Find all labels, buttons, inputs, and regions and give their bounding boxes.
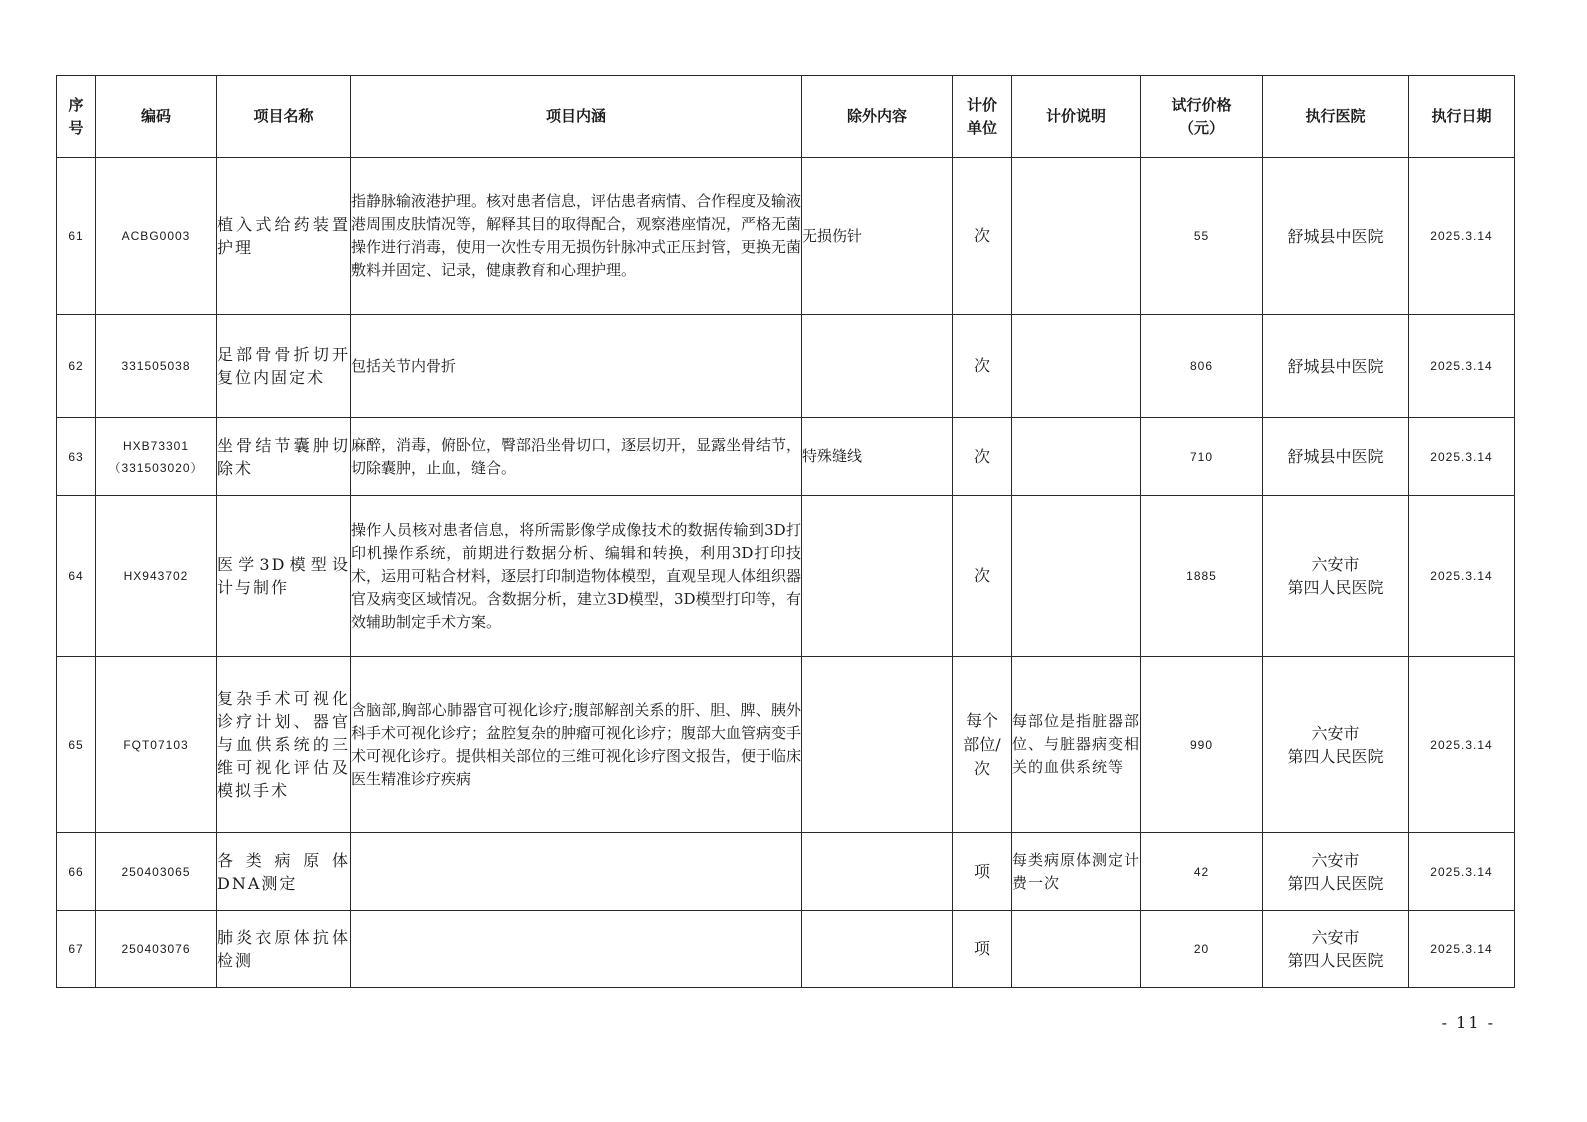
cell-content: 含脑部,胸部心肺器官可视化诊疗;腹部解剖关系的肝、胆、脾、胰外科手术可视化诊疗；盆腔复杂的肿瘤可视化诊疗；腹部大血管病变手术可视化诊疗。提供相关部位的三维可视化诊疗图文报告，便于临床医生精准诊疗疾病: [351, 657, 802, 833]
fee-table: [56, 75, 1515, 988]
cell-name: 肺炎衣原体抗体检测: [217, 911, 351, 988]
table-row: [57, 833, 1515, 911]
cell-hospital: 六安市 第四人民医院: [1263, 657, 1409, 833]
cell-content: 包括关节内骨折: [351, 315, 802, 418]
cell-date: 2025.3.14: [1409, 911, 1515, 988]
cell-date: 2025.3.14: [1409, 833, 1515, 911]
cell-excluded: 无损伤针: [802, 158, 953, 315]
cell-note: [1012, 315, 1141, 418]
cell-code: HX943702: [96, 496, 217, 657]
cell-hospital: 六安市 第四人民医院: [1263, 833, 1409, 911]
cell-hospital: 舒城县中医院: [1263, 418, 1409, 496]
cell-name: 各类病原体DNA测定: [217, 833, 351, 911]
table-row: [57, 911, 1515, 988]
header-excluded: 除外内容: [802, 76, 953, 158]
cell-excluded: [802, 657, 953, 833]
cell-seq: 63: [57, 418, 96, 496]
cell-date: 2025.3.14: [1409, 657, 1515, 833]
cell-excluded: [802, 315, 953, 418]
cell-content: 操作人员核对患者信息，将所需影像学成像技术的数据传输到3D打印机操作系统，前期进行数据分析、编辑和转换，利用3D打印技术，运用可粘合材料，逐层打印制造物体模型，直观呈现人体组织器官及病变区域情况。含数据分析，建立3D模型，3D模型打印等，有效辅助制定手术方案。: [351, 496, 802, 657]
header-name: 项目名称: [217, 76, 351, 158]
cell-content: [351, 833, 802, 911]
cell-seq: 65: [57, 657, 96, 833]
cell-unit: 项: [953, 833, 1012, 911]
cell-name: 复杂手术可视化诊疗计划、器官与血供系统的三维可视化评估及模拟手术: [217, 657, 351, 833]
table-row: [57, 418, 1515, 496]
cell-note: [1012, 496, 1141, 657]
cell-note: [1012, 158, 1141, 315]
header-hospital: 执行医院: [1263, 76, 1409, 158]
cell-unit: 每个 部位/ 次: [953, 657, 1012, 833]
header-date: 执行日期: [1409, 76, 1515, 158]
cell-name: 植入式给药装置护理: [217, 158, 351, 315]
cell-price: 42: [1141, 833, 1263, 911]
cell-content: 指静脉输液港护理。核对患者信息，评估患者病情、合作程度及输液港周围皮肤情况等，解释其目的取得配合，观察港座情况，严格无菌操作进行消毒，使用一次性专用无损伤针脉冲式正压封管，更换无菌敷料并固定、记录，健康教育和心理护理。: [351, 158, 802, 315]
header-seq: 序 号: [57, 76, 96, 158]
cell-unit: 次: [953, 418, 1012, 496]
cell-note: 每部位是指脏器部位、与脏器病变相关的血供系统等: [1012, 657, 1141, 833]
cell-name: 坐骨结节囊肿切除术: [217, 418, 351, 496]
header-price: 试行价格 （元）: [1141, 76, 1263, 158]
table-row: [57, 496, 1515, 657]
cell-code: HXB73301 （331503020）: [96, 418, 217, 496]
cell-hospital: 六安市 第四人民医院: [1263, 911, 1409, 988]
cell-seq: 67: [57, 911, 96, 988]
cell-hospital: 舒城县中医院: [1263, 158, 1409, 315]
cell-hospital: 舒城县中医院: [1263, 315, 1409, 418]
cell-unit: 项: [953, 911, 1012, 988]
table-row: [57, 315, 1515, 418]
cell-excluded: [802, 833, 953, 911]
cell-price: 990: [1141, 657, 1263, 833]
header-unit: 计价 单位: [953, 76, 1012, 158]
cell-seq: 62: [57, 315, 96, 418]
page-number: - 11 -: [1441, 1013, 1495, 1032]
cell-price: 1885: [1141, 496, 1263, 657]
cell-content: 麻醉，消毒，俯卧位，臀部沿坐骨切口，逐层切开，显露坐骨结节，切除囊肿，止血，缝合。: [351, 418, 802, 496]
cell-note: 每类病原体测定计费一次: [1012, 833, 1141, 911]
cell-code: 250403065: [96, 833, 217, 911]
cell-code: 250403076: [96, 911, 217, 988]
cell-excluded: 特殊缝线: [802, 418, 953, 496]
cell-code: ACBG0003: [96, 158, 217, 315]
header-note: 计价说明: [1012, 76, 1141, 158]
cell-name: 足部骨骨折切开复位内固定术: [217, 315, 351, 418]
cell-hospital: 六安市 第四人民医院: [1263, 496, 1409, 657]
cell-note: [1012, 418, 1141, 496]
header-code: 编码: [96, 76, 217, 158]
cell-code: 331505038: [96, 315, 217, 418]
cell-seq: 61: [57, 158, 96, 315]
cell-price: 806: [1141, 315, 1263, 418]
cell-seq: 64: [57, 496, 96, 657]
cell-date: 2025.3.14: [1409, 496, 1515, 657]
cell-content: [351, 911, 802, 988]
cell-code: FQT07103: [96, 657, 217, 833]
table-row: [57, 657, 1515, 833]
cell-date: 2025.3.14: [1409, 315, 1515, 418]
cell-name: 医学3D模型设计与制作: [217, 496, 351, 657]
cell-unit: 次: [953, 315, 1012, 418]
cell-price: 710: [1141, 418, 1263, 496]
cell-date: 2025.3.14: [1409, 158, 1515, 315]
cell-excluded: [802, 496, 953, 657]
cell-note: [1012, 911, 1141, 988]
header-row: [57, 76, 1515, 158]
table-body: [57, 158, 1515, 988]
cell-price: 20: [1141, 911, 1263, 988]
cell-excluded: [802, 911, 953, 988]
table-row: [57, 158, 1515, 315]
cell-date: 2025.3.14: [1409, 418, 1515, 496]
cell-seq: 66: [57, 833, 96, 911]
cell-unit: 次: [953, 496, 1012, 657]
cell-unit: 次: [953, 158, 1012, 315]
table-header: [57, 76, 1515, 158]
header-content: 项目内涵: [351, 76, 802, 158]
cell-price: 55: [1141, 158, 1263, 315]
